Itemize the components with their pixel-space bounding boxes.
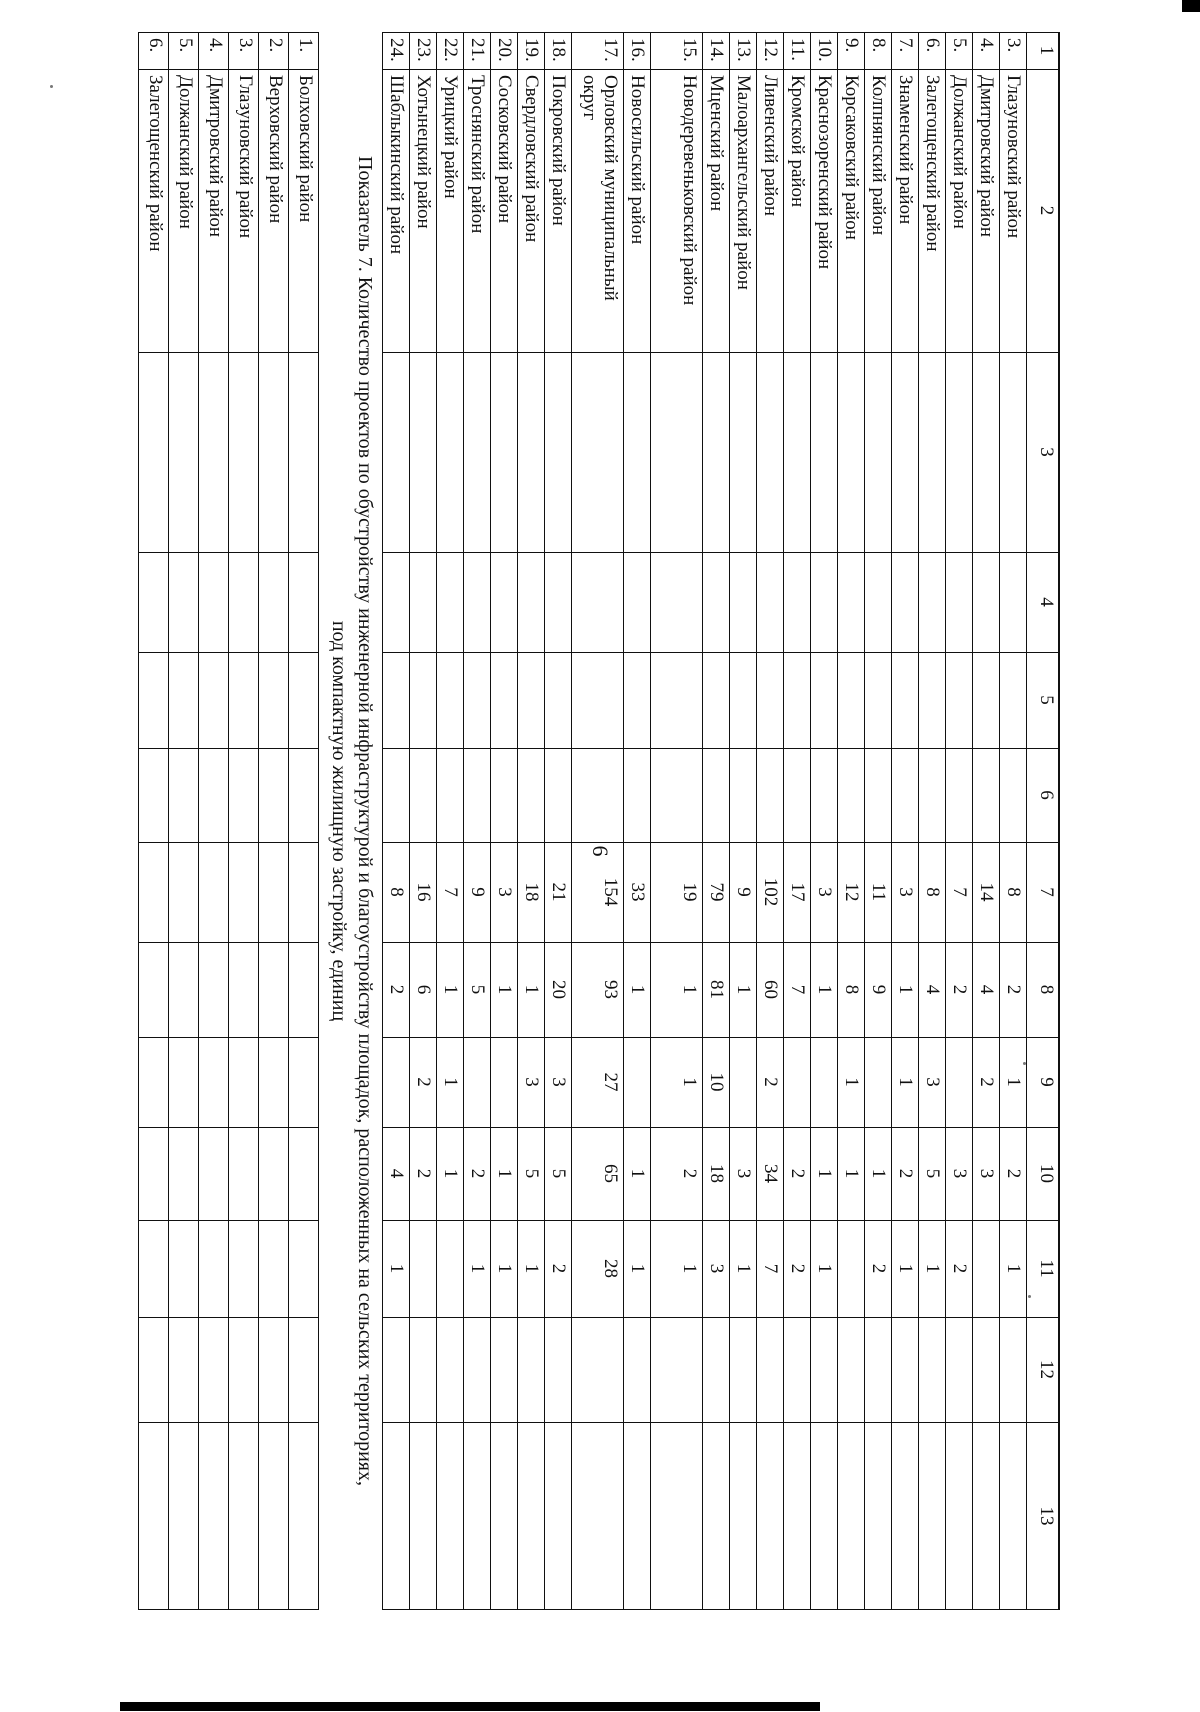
column-divider (383, 1609, 1060, 1610)
column-header: 6 (1036, 790, 1057, 800)
district-name: Болховский район (295, 75, 316, 223)
value-cell: 1 (841, 1077, 862, 1087)
indicator-7-caption-line2: под компактную жилищную застройку, единиц (328, 620, 350, 1022)
row-number: 22. (440, 38, 461, 62)
row-divider (571, 32, 572, 1610)
row-divider (918, 32, 919, 1610)
value-cell: 2 (1003, 1168, 1024, 1179)
column-divider (139, 1037, 319, 1038)
scan-speck (50, 85, 53, 88)
district-name: Орловский муниципальный округ (579, 75, 621, 301)
row-number: 13. (733, 38, 754, 62)
value-cell: 8 (386, 887, 407, 897)
row-divider (138, 32, 139, 1610)
row-divider (517, 32, 518, 1610)
value-cell: 17 (787, 882, 808, 902)
district-name: Глазуновский район (1003, 75, 1024, 239)
column-divider (139, 748, 319, 749)
value-cell: 102 (760, 877, 781, 907)
value-cell: 3 (949, 1168, 970, 1179)
row-divider (783, 32, 784, 1610)
value-cell: 1 (1003, 1263, 1024, 1274)
row-number: 3. (1003, 38, 1024, 53)
column-divider (383, 942, 1060, 943)
row-divider (198, 32, 199, 1610)
district-name: Хотынецкий район (413, 75, 434, 229)
row-number: 24. (386, 38, 407, 62)
value-cell: 2 (548, 1263, 569, 1274)
row-divider (544, 32, 545, 1610)
row-divider (463, 32, 464, 1610)
column-header: 10 (1036, 1164, 1057, 1183)
district-name: Свердловский район (521, 75, 542, 243)
row-number: 17. (600, 38, 621, 62)
column-header: 13 (1036, 1506, 1057, 1526)
column-divider (139, 942, 319, 943)
value-cell: 2 (679, 1168, 700, 1179)
value-cell: 3 (814, 887, 835, 897)
value-cell: 18 (706, 1164, 727, 1183)
value-cell: 1 (627, 1168, 648, 1179)
row-divider (945, 32, 946, 1610)
value-cell: 1 (868, 1168, 889, 1179)
column-header: 8 (1036, 984, 1057, 995)
district-name: Шаблыкинский район (386, 75, 407, 255)
value-cell: 2 (895, 1168, 916, 1179)
value-cell: 2 (949, 984, 970, 995)
value-cell: 7 (787, 984, 808, 995)
value-cell: 1 (521, 984, 542, 995)
value-cell: 1 (494, 1168, 515, 1179)
value-cell: 10 (706, 1072, 727, 1092)
value-cell: 18 (521, 882, 542, 902)
column-header: 9 (1036, 1077, 1057, 1087)
value-cell: 9 (868, 984, 889, 995)
column-divider (383, 842, 1060, 843)
row-number: 5. (175, 38, 196, 53)
value-cell: 4 (922, 984, 943, 995)
value-cell (973, 1220, 1000, 1317)
page-number: 6 (588, 845, 613, 857)
row-number: 8. (868, 38, 889, 53)
row-number: 7. (895, 38, 916, 53)
row-number: 1. (295, 38, 316, 53)
district-name: Дмитровский район (205, 75, 226, 238)
column-header: 7 (1036, 887, 1057, 897)
value-cell: 1 (895, 984, 916, 995)
value-cell: 1 (627, 1263, 648, 1274)
row-divider (891, 32, 892, 1610)
district-name: Покровский район (548, 75, 569, 226)
table-border-top (1058, 32, 1060, 1610)
column-header: 1 (1036, 45, 1057, 56)
value-cell: 7 (760, 1263, 781, 1274)
row-divider (258, 32, 259, 1610)
row-number: 16. (627, 38, 648, 62)
column-divider (383, 1037, 1060, 1038)
district-name: Ливенский район (760, 75, 781, 217)
row-divider (650, 32, 651, 1610)
scan-edge-right (1182, 0, 1200, 12)
district-name: Мценский район (706, 75, 727, 212)
row-divider (490, 32, 491, 1610)
value-cell (410, 1220, 437, 1317)
row-divider (409, 32, 410, 1610)
value-cell: 20 (548, 980, 569, 999)
row-number: 6. (922, 38, 943, 53)
value-cell: 3 (922, 1077, 943, 1087)
value-cell: 1 (627, 984, 648, 995)
value-cell: 6 (413, 984, 434, 995)
value-cell: 1 (733, 984, 754, 995)
value-cell: 8 (841, 984, 862, 995)
value-cell (784, 1037, 811, 1127)
value-cell: 9 (467, 887, 488, 897)
row-number: 6. (145, 38, 166, 53)
value-cell (383, 1037, 410, 1127)
value-cell: 5 (548, 1168, 569, 1179)
value-cell: 21 (548, 882, 569, 902)
value-cell: 34 (760, 1164, 781, 1183)
row-number: 14. (706, 38, 727, 62)
district-name: Кромской район (787, 75, 808, 208)
value-cell: 1 (895, 1263, 916, 1274)
row-divider (288, 32, 289, 1610)
row-number: 20. (494, 38, 515, 62)
value-cell (838, 1220, 865, 1317)
row-divider (228, 32, 229, 1610)
value-cell: 2 (413, 1077, 434, 1087)
column-header: 3 (1036, 447, 1057, 457)
district-name: Малоархангельский район (733, 75, 754, 290)
district-name: Должанский район (949, 75, 970, 229)
value-cell: 1 (440, 984, 461, 995)
column-divider (139, 69, 319, 70)
value-cell: 3 (548, 1077, 569, 1087)
value-cell: 93 (600, 980, 621, 999)
value-cell: 1 (467, 1263, 488, 1274)
row-number: 11. (787, 38, 808, 62)
value-cell: 2 (976, 1077, 997, 1087)
value-cell (730, 1037, 757, 1127)
column-header: 4 (1036, 597, 1057, 607)
column-header: 11 (1036, 1259, 1057, 1278)
value-cell: 16 (413, 882, 434, 902)
value-cell: 8 (922, 887, 943, 897)
column-divider (139, 1317, 319, 1318)
column-divider (383, 352, 1060, 353)
district-name: Колпнянский район (868, 75, 889, 236)
value-cell: 2 (386, 984, 407, 995)
column-divider (139, 352, 319, 353)
value-cell: 1 (841, 1168, 862, 1179)
column-divider (383, 1422, 1060, 1423)
indicator-7-caption-line1: Показатель 7. Количество проектов по обустройству инженерной инфраструктурой и благоустройству площадок, расположенных на сельских территориях, (354, 156, 376, 1486)
row-divider (972, 32, 973, 1610)
row-number: 4. (976, 38, 997, 53)
value-cell: 3 (733, 1168, 754, 1179)
district-name: Залегощенский район (145, 75, 166, 252)
data-table (2, 32, 1060, 1712)
column-divider (139, 652, 319, 653)
value-cell: 1 (494, 984, 515, 995)
column-header: 12 (1036, 1360, 1057, 1379)
row-number: 12. (760, 38, 781, 62)
row-number: 19. (521, 38, 542, 62)
district-name: Знаменский район (895, 75, 916, 225)
value-cell: 3 (976, 1168, 997, 1179)
value-cell (464, 1037, 491, 1127)
row-number: 15. (679, 38, 700, 62)
value-cell: 7 (440, 887, 461, 897)
row-number: 3. (235, 38, 256, 53)
value-cell: 2 (467, 1168, 488, 1179)
row-number: 5. (949, 38, 970, 53)
value-cell: 3 (521, 1077, 542, 1087)
scan-speck (1028, 1295, 1031, 1298)
row-divider (837, 32, 838, 1610)
value-cell: 4 (386, 1168, 407, 1179)
row-number: 21. (467, 38, 488, 62)
value-cell: 5 (467, 984, 488, 995)
row-number: 10. (814, 38, 835, 62)
row-divider (729, 32, 730, 1610)
value-cell: 1 (814, 984, 835, 995)
value-cell (811, 1037, 838, 1127)
value-cell: 2 (787, 1168, 808, 1179)
column-divider (139, 552, 319, 553)
row-divider (436, 32, 437, 1610)
column-divider (383, 1220, 1060, 1221)
district-name: Сосковский район (494, 75, 515, 224)
value-cell: 19 (679, 882, 700, 902)
value-cell: 2 (760, 1077, 781, 1087)
value-cell: 1 (1003, 1077, 1024, 1087)
value-cell: 81 (706, 980, 727, 999)
row-divider (810, 32, 811, 1610)
row-number: 9. (841, 38, 862, 53)
value-cell: 154 (600, 877, 621, 907)
column-divider (383, 552, 1060, 553)
value-cell: 33 (627, 882, 648, 902)
value-cell: 2 (868, 1263, 889, 1274)
value-cell: 3 (494, 887, 515, 897)
column-header: 5 (1036, 695, 1057, 705)
column-divider (383, 32, 1060, 33)
column-divider (383, 652, 1060, 653)
column-divider (383, 1317, 1060, 1318)
value-cell: 1 (733, 1263, 754, 1274)
value-cell: 9 (733, 887, 754, 897)
value-cell: 1 (922, 1263, 943, 1274)
district-name: Новосильский район (627, 75, 648, 245)
row-divider (168, 32, 169, 1610)
value-cell (491, 1037, 518, 1127)
row-number: 4. (205, 38, 226, 53)
district-name: Верховский район (265, 75, 286, 224)
value-cell: 1 (814, 1168, 835, 1179)
value-cell: 1 (679, 984, 700, 995)
value-cell: 2 (949, 1263, 970, 1274)
scan-edge-bottom (120, 1702, 820, 1711)
value-cell: 1 (521, 1263, 542, 1274)
value-cell: 1 (679, 1263, 700, 1274)
district-name: Должанский район (175, 75, 196, 229)
value-cell: 60 (760, 980, 781, 999)
value-cell (624, 1037, 651, 1127)
value-cell: 1 (895, 1077, 916, 1087)
district-name: Троснянский район (467, 75, 488, 234)
row-number: 23. (413, 38, 434, 62)
value-cell: 27 (600, 1072, 621, 1092)
column-divider (383, 69, 1060, 70)
column-divider (139, 1127, 319, 1128)
value-cell: 2 (787, 1263, 808, 1274)
row-divider (623, 32, 624, 1610)
row-number: 18. (548, 38, 569, 62)
column-divider (139, 1609, 319, 1610)
value-cell: 11 (868, 882, 889, 902)
value-cell: 14 (976, 882, 997, 902)
row-divider (864, 32, 865, 1610)
scan-speck (1023, 1062, 1026, 1065)
column-divider (139, 1422, 319, 1423)
table-border-top (318, 32, 319, 1610)
column-divider (383, 748, 1060, 749)
row-divider (702, 32, 703, 1610)
value-cell: 2 (413, 1168, 434, 1179)
header-divider (1026, 32, 1027, 1610)
value-cell: 2 (1003, 984, 1024, 995)
district-name: Корсаковский район (841, 75, 862, 240)
value-cell: 5 (922, 1168, 943, 1179)
district-name: Дмитровский район (976, 75, 997, 238)
district-name: Залегощенский район (922, 75, 943, 252)
value-cell: 12 (841, 882, 862, 902)
value-cell: 1 (494, 1263, 515, 1274)
value-cell: 4 (976, 984, 997, 995)
district-name: Глазуновский район (235, 75, 256, 239)
value-cell: 28 (600, 1259, 621, 1278)
value-cell: 1 (814, 1263, 835, 1274)
row-divider (382, 32, 383, 1610)
value-cell (865, 1037, 892, 1127)
value-cell: 79 (706, 882, 727, 902)
column-divider (139, 842, 319, 843)
column-divider (383, 1127, 1060, 1128)
value-cell: 1 (679, 1077, 700, 1087)
value-cell: 8 (1003, 887, 1024, 897)
value-cell: 1 (440, 1077, 461, 1087)
column-header: 2 (1036, 205, 1057, 216)
value-cell (946, 1037, 973, 1127)
district-name: Краснозоренский район (814, 75, 835, 270)
value-cell (437, 1220, 464, 1317)
value-cell: 5 (521, 1168, 542, 1179)
column-divider (139, 1220, 319, 1221)
district-name: Урицкий район (440, 75, 461, 199)
row-divider (999, 32, 1000, 1610)
row-number: 2. (265, 38, 286, 53)
value-cell: 65 (600, 1164, 621, 1183)
value-cell: 1 (440, 1168, 461, 1179)
district-name: Новодеревеньковский район (679, 75, 700, 306)
value-cell: 3 (706, 1263, 727, 1274)
row-divider (756, 32, 757, 1610)
value-cell: 3 (895, 887, 916, 897)
column-divider (139, 32, 319, 33)
value-cell: 1 (386, 1263, 407, 1274)
value-cell: 7 (949, 887, 970, 897)
